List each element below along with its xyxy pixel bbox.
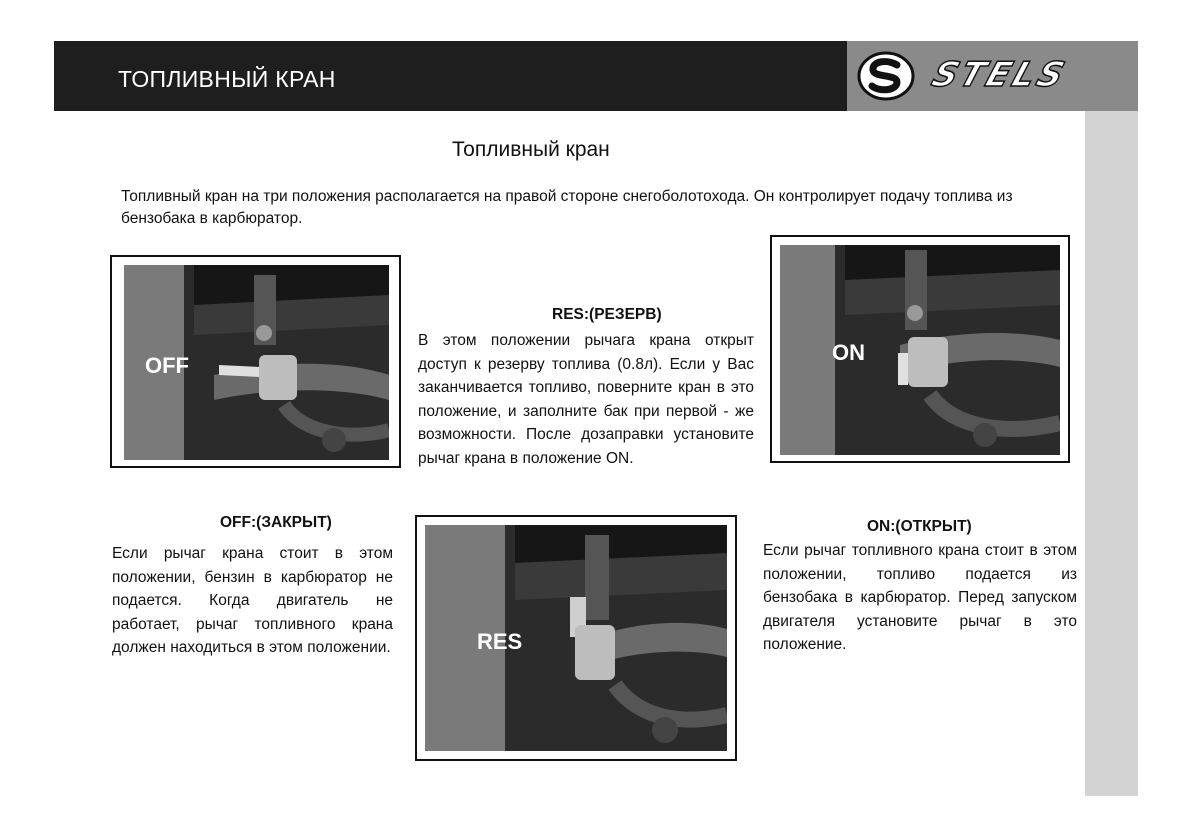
side-tab	[1085, 111, 1138, 796]
header-bar	[54, 41, 847, 111]
page-title: Топливный кран	[452, 138, 610, 161]
on-body: Если рычаг топливного крана стоит в этом положении, топливо подается из бензобака в карбюратор. Перед запуском двигателя установите рычаг в это положение.	[763, 542, 1077, 653]
photo-on-image	[780, 245, 1060, 455]
photo-on-label: ON	[832, 340, 865, 365]
res-body: В этом положении рычага крана открыт доступ к резерву топлива (0.8л). Если у Вас заканчивается топливо, поверните кран в это положение, и заполните бак при первой - же возможности. После дозаправки установите рычаг крана в положение ON.	[418, 332, 754, 467]
off-body: Если рычаг крана стоит в этом положении, бензин в карбюратор не подается. Когда двигатель не работает, рычаг топливного крана должен находиться в этом положении.	[112, 545, 393, 656]
on-title: ON:(ОТКРЫТ)	[867, 518, 972, 535]
brand-logo	[847, 41, 1138, 111]
photo-res-image	[425, 525, 727, 751]
logo-s-emblem-icon	[857, 51, 915, 101]
header-title: ТОПЛИВНЫЙ КРАН	[118, 66, 336, 92]
photo-res-label: RES	[477, 629, 523, 654]
photo-off-label: OFF	[145, 353, 189, 378]
photo-res-position	[415, 515, 737, 761]
intro-paragraph: Топливный кран на три положения располагается на правой стороне снегоболотохода. Он контролирует подачу топлива из бензобака в карбюратор.	[121, 188, 1013, 227]
logo-wordmark: STELS	[927, 55, 1073, 95]
off-title: OFF:(ЗАКРЫТ)	[220, 514, 332, 531]
photo-on-position	[770, 235, 1070, 463]
res-title: RES:(РЕЗЕРВ)	[552, 306, 662, 323]
photo-off-position	[110, 255, 401, 468]
